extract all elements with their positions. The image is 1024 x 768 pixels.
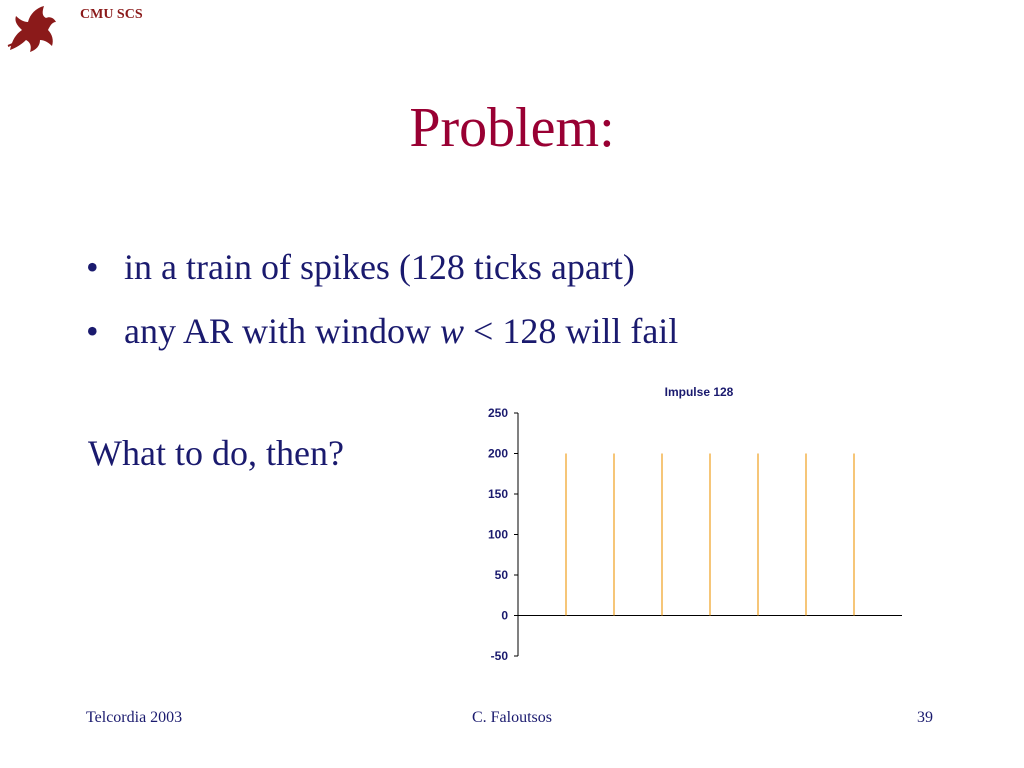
y-tick-label: 100 (487, 527, 508, 542)
footer-center: C. Faloutsos (471, 709, 552, 726)
footer-left: Telcordia 2003 (86, 709, 183, 726)
header-label: CMU SCS (80, 7, 143, 22)
bullet-text-before: any AR with window (124, 311, 441, 351)
bullet-item (86, 235, 678, 299)
griffin-logo-icon (2, 0, 60, 58)
bullet-text: in a train of spikes (128 ticks apart) (124, 247, 635, 287)
y-tick-label: 150 (487, 487, 508, 501)
bullet-list (86, 235, 678, 363)
question-text: What to do, then? (88, 433, 344, 473)
y-tick-label: 50 (494, 568, 508, 582)
slide-number: 39 (917, 709, 933, 726)
y-tick-label: 250 (487, 406, 508, 420)
bullet-text-after: < 128 will fail (464, 311, 679, 351)
chart-title: Impulse 128 (664, 385, 734, 399)
y-tick-label: -50 (490, 649, 508, 663)
y-tick-label: 200 (487, 446, 508, 461)
y-tick-label: 0 (501, 608, 508, 623)
bullet-item (86, 299, 678, 363)
bullet-dot: • (86, 311, 99, 351)
bullet-text (124, 299, 678, 363)
impulse-chart (450, 380, 920, 670)
window-variable: w (440, 311, 465, 351)
slide-title: Problem: (409, 97, 615, 159)
bullet-dot: • (86, 247, 99, 287)
spike-series (566, 454, 854, 616)
y-axis (488, 406, 902, 663)
